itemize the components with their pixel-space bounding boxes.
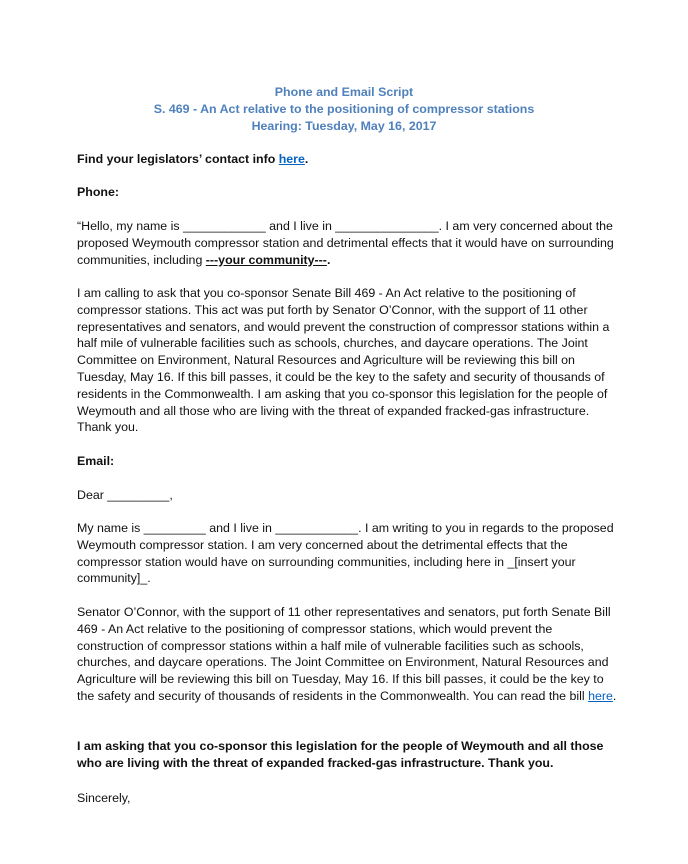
email-salutation: Dear _________, — [77, 488, 173, 502]
find-legislators-text: Find your legislators’ contact info — [77, 152, 279, 166]
phone-paragraph-2: I am calling to ask that you co-sponsor Senate Bill 469 - An Act relative to the positioning of compressor stations. This act was put forth by Senator O’Connor, with the support of 11 other representatives and senators, and would prevent the construction of compressor stations within a half mile of vulnerable facilities such as schools, churches, and daycare operations. The Joint Committee on Environment, Natural Resources and Agriculture will be reviewing this bill on Tuesday, May 16. If this bill passes, it could be the key to the safety and security of thousands of residents in the Commonwealth. I am asking that you co-sponsor this legislation for the people of Weymouth and all those who are living with the threat of expanded fracked-gas infrastructure. Thank you. — [77, 286, 610, 435]
bill-title: S. 469 - An Act relative to the positioning of compressor stations — [153, 102, 535, 116]
email-p2-text: Senator O’Connor, with the support of 11 other representatives and senators, put forth Senate Bill 469 - An Act relative to the positioning of compressor stations, which would prevent the construction of compressor stations within a half mile of vulnerable facilities such as schools, churches, and daycare operations. The Joint Committee on Environment, Natural Resources and Agriculture will be reviewing this bill on Tuesday, May 16. If this bill passes, it could be the key to the safety and security of thousands of residents in the Commonwealth. You can read the bill — [77, 605, 611, 703]
email-paragraph-1: My name is _________ and I live in ____________. I am writing to you in regards to the proposed Weymouth compressor station. I am very concerned about the detrimental effects that the compressor station would have on surrounding communities, including here in _[insert your community]_. — [77, 521, 614, 586]
document-title: Phone and Email Script — [274, 85, 414, 99]
email-closing: Sincerely, — [77, 791, 131, 805]
email-heading: Email: — [77, 454, 115, 468]
email-p2-end: . — [612, 688, 617, 703]
find-legislators-line — [77, 151, 617, 168]
email-paragraph-3: I am asking that you co-sponsor this legislation for the people of Weymouth and all those who are living with the threat of expanded fracked-gas infrastructure. Thank you. — [77, 739, 604, 770]
phone-p1-end: . — [326, 252, 331, 267]
phone-p1-text: “Hello, my name is ____________ and I live in _______________. I am very concerned about the proposed Weymouth compressor station and detrimental effects that it would have on surrounding communities, including — [77, 219, 614, 267]
phone-community-placeholder: ---your community--- — [205, 252, 327, 267]
find-legislators-end: . — [304, 152, 309, 166]
email-paragraph-2 — [77, 604, 617, 705]
phone-heading: Phone: — [77, 185, 119, 199]
read-bill-link[interactable]: here — [588, 688, 613, 703]
phone-paragraph-1 — [77, 218, 617, 268]
legislators-contact-link[interactable]: here — [278, 152, 305, 166]
hearing-date: Hearing: Tuesday, May 16, 2017 — [251, 119, 437, 133]
